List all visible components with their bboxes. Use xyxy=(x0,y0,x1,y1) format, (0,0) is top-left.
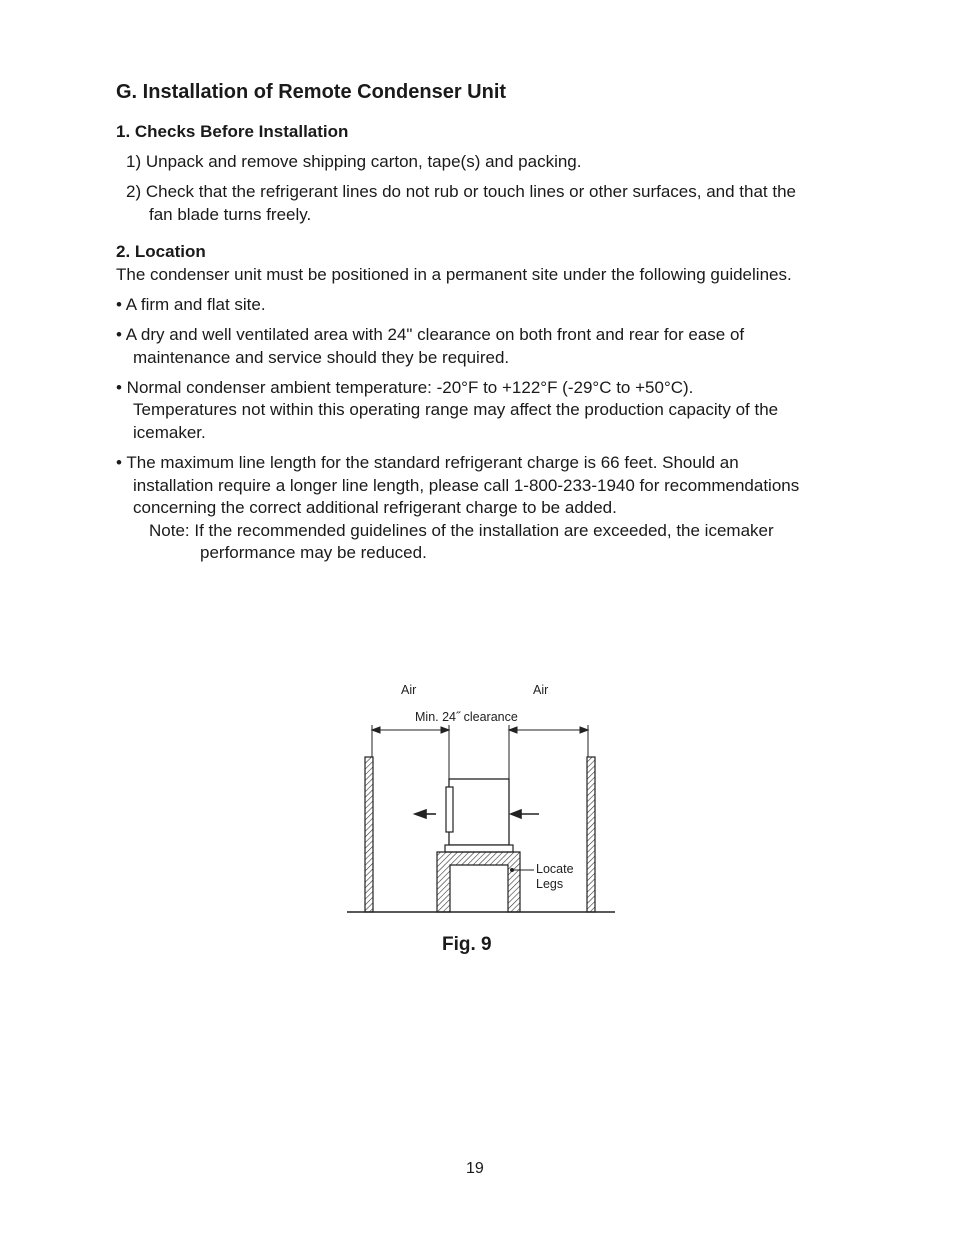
location-heading: 2. Location xyxy=(116,242,206,261)
locate-label: Locate xyxy=(536,862,574,876)
air-left-label: Air xyxy=(401,683,417,697)
clearance-label: Min. 24˝ clearance xyxy=(415,710,518,724)
condenser-unit xyxy=(449,779,509,845)
fan-guard xyxy=(446,787,453,832)
figure-caption: Fig. 9 xyxy=(442,934,492,955)
note-line-1: Note: If the recommended guidelines of the installation are exceeded, the icemaker xyxy=(149,521,774,540)
right-wall xyxy=(587,757,595,912)
location-bullet-2-line-2: maintenance and service should they be required. xyxy=(133,348,510,367)
location-bullet-4-line-2: installation require a longer line length, please call 1-800-233-1940 for recommendations xyxy=(133,476,800,495)
location-bullet-4-line-1: • The maximum line length for the standard refrigerant charge is 66 feet. Should an xyxy=(116,453,739,472)
checks-item-2-line-1: 2) Check that the refrigerant lines do not rub or touch lines or other surfaces, and that the xyxy=(126,182,796,201)
location-bullet-3-line-2: Temperatures not within this operating range may affect the production capacity of the xyxy=(133,400,779,419)
location-intro: The condenser unit must be positioned in a permanent site under the following guidelines. xyxy=(116,265,792,284)
location-bullet-4-line-3: concerning the correct additional refrigerant charge to be added. xyxy=(133,498,617,517)
stand xyxy=(437,852,520,912)
checks-item-1: 1) Unpack and remove shipping carton, tape(s) and packing. xyxy=(126,152,582,171)
condenser-clearance-drawing xyxy=(340,675,620,920)
location-bullet-2-line-1: • A dry and well ventilated area with 24" clearance on both front and rear for ease of xyxy=(116,325,745,344)
page-number: 19 xyxy=(466,1160,484,1177)
section-title: G. Installation of Remote Condenser Unit xyxy=(116,81,507,103)
location-bullet-1: • A firm and flat site. xyxy=(116,295,266,314)
air-right-label: Air xyxy=(533,683,549,697)
legs-label: Legs xyxy=(536,877,564,891)
left-wall xyxy=(365,757,373,912)
location-bullet-3-line-1: • Normal condenser ambient temperature: -20°F to +122°F (-29°C to +50°C). xyxy=(116,378,694,397)
base-plate xyxy=(445,845,513,852)
checks-heading: 1. Checks Before Installation xyxy=(116,122,349,141)
figure-9-diagram xyxy=(340,675,620,920)
location-bullet-3-line-3: icemaker. xyxy=(133,423,206,442)
note-line-2: performance may be reduced. xyxy=(200,543,427,562)
checks-item-2-line-2: fan blade turns freely. xyxy=(149,205,312,224)
dimension-lines xyxy=(372,725,588,785)
